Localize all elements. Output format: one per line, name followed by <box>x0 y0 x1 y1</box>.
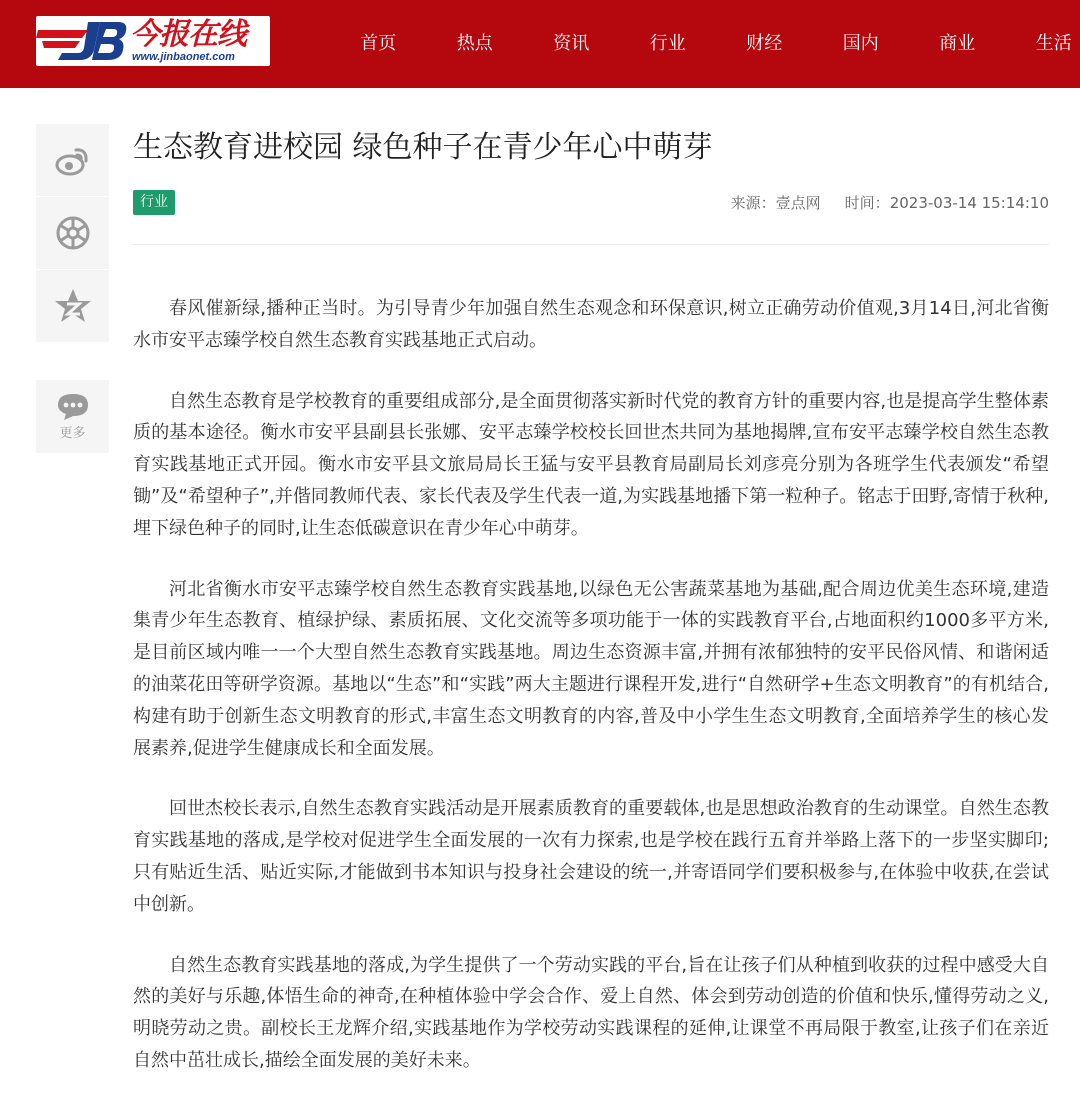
share-qzone-button[interactable] <box>36 270 109 343</box>
nav-item-business[interactable]: 商业 <box>939 33 976 54</box>
weibo-icon <box>54 141 92 179</box>
nav-item-domestic[interactable]: 国内 <box>842 33 879 54</box>
nav-item-finance[interactable]: 财经 <box>746 33 783 54</box>
nav-item-life[interactable]: 生活 <box>1035 33 1072 54</box>
share-sidebar <box>36 124 109 343</box>
site-logo[interactable] <box>36 16 270 66</box>
category-tag[interactable]: 行业 <box>133 190 175 215</box>
nav-item-industry[interactable]: 行业 <box>649 33 686 54</box>
qzone-star-icon <box>53 286 93 326</box>
site-header <box>0 0 1080 88</box>
article-meta <box>133 184 1049 224</box>
camera-aperture-icon <box>55 215 91 251</box>
article-paragraph: 河北省衡水市安平志臻学校自然生态教育实践基地,以绿色无公害蔬菜基地为基础,配合周边优美生态环境,建造集青少年生态教育、植绿护绿、素质拓展、文化交流等多项功能于一体的实践教育平台,占地面积约1000多平方米,是目前区域内唯一一个大型自然生态教育实践基地。周边生态资源丰富,并拥有浓郁独特的安平民俗风情、和谐闲适的油菜花田等研学资源。基地以“生态”和“实践”两大主题进行课程开发,进行“自然研学+生态文明教育”的有机结合,构建有助于创新生态文明教育的形式,丰富生态文明教育的内容,普及中小学生生态文明教育,全面培养学生的核心发展素养,促进学生健康成长和全面发展。 <box>133 578 1049 759</box>
article-paragraph: 自然生态教育是学校教育的重要组成部分,是全面贯彻落实新时代党的教育方针的重要内容,也是提高学生整体素质的基本途径。衡水市安平县副县长张娜、安平志臻学校校长回世杰共同为基地揭牌,宣布安平志臻学校自然生态教育实践基地正式开园。衡水市安平县文旅局局长王猛与安平县教育局副局长刘彦亮分别为各班学生代表颁发“希望锄”及“希望种子”,并偕同教师代表、家长代表及学生代表一道,为实践基地播下第一粒种子。铭志于田野,寄情于秋种,埋下绿色种子的同时,让生态低碳意识在青少年心中萌芽。 <box>133 390 1049 539</box>
chat-dots-icon <box>56 392 90 422</box>
share-more-button[interactable] <box>36 380 109 453</box>
share-weibo-button[interactable] <box>36 124 109 197</box>
share-moments-button[interactable] <box>36 197 109 270</box>
source-label: 来源： <box>730 194 776 212</box>
main-nav <box>330 0 1080 88</box>
article-paragraph: 回世杰校长表示,自然生态教育实践活动是开展素质教育的重要载体,也是思想政治教育的生动课堂。自然生态教育实践基地的落成,是学校对促进学生全面发展的一次有力探索,也是学校在践行五育并举路上落下的一步坚实脚印;只有贴近生活、贴近实际,才能做到书本知识与投身社会建设的统一,并寄语同学们要积极参与,在体验中收获,在尝试中创新。 <box>133 798 1049 915</box>
title-divider <box>133 244 1049 245</box>
nav-item-news[interactable]: 资讯 <box>553 33 590 54</box>
time-label: 时间： <box>844 194 890 212</box>
logo-name: 今报在线 <box>130 17 246 52</box>
article-paragraph: 自然生态教育实践基地的落成,为学生提供了一个劳动实践的平台,旨在让孩子们从种植到收获的过程中感受大自然的美好与乐趣,体悟生命的神奇,在种植体验中学会合作、爱上自然、体会到劳动创造的价值和快乐,懂得劳动之义,明晓劳动之贵。副校长王龙辉介绍,实践基地作为学校劳动实践课程的延伸,让课堂不再局限于教室,让孩子们在亲近自然中茁壮成长,描绘全面发展的美好未来。 <box>133 954 1049 1071</box>
logo-url: www.jinbaonet.com <box>132 51 235 63</box>
article <box>133 120 1049 1106</box>
article-paragraph: 春风催新绿,播种正当时。为引导青少年加强自然生态观念和环保意识,树立正确劳动价值观,3月14日,河北省衡水市安平志臻学校自然生态教育实践基地正式启动。 <box>133 298 1049 351</box>
source-value: 壹点网 <box>775 194 821 212</box>
time-value: 2023-03-14 15:14:10 <box>889 194 1049 212</box>
nav-item-home[interactable]: 首页 <box>360 33 397 54</box>
article-title: 生态教育进校园 绿色种子在青少年心中萌芽 <box>133 130 713 165</box>
jb-logo-mark-icon <box>36 16 128 66</box>
more-label: 更多 <box>59 425 86 441</box>
article-source-time <box>731 192 1049 214</box>
nav-item-hot[interactable]: 热点 <box>456 33 493 54</box>
article-body <box>133 293 1049 1077</box>
